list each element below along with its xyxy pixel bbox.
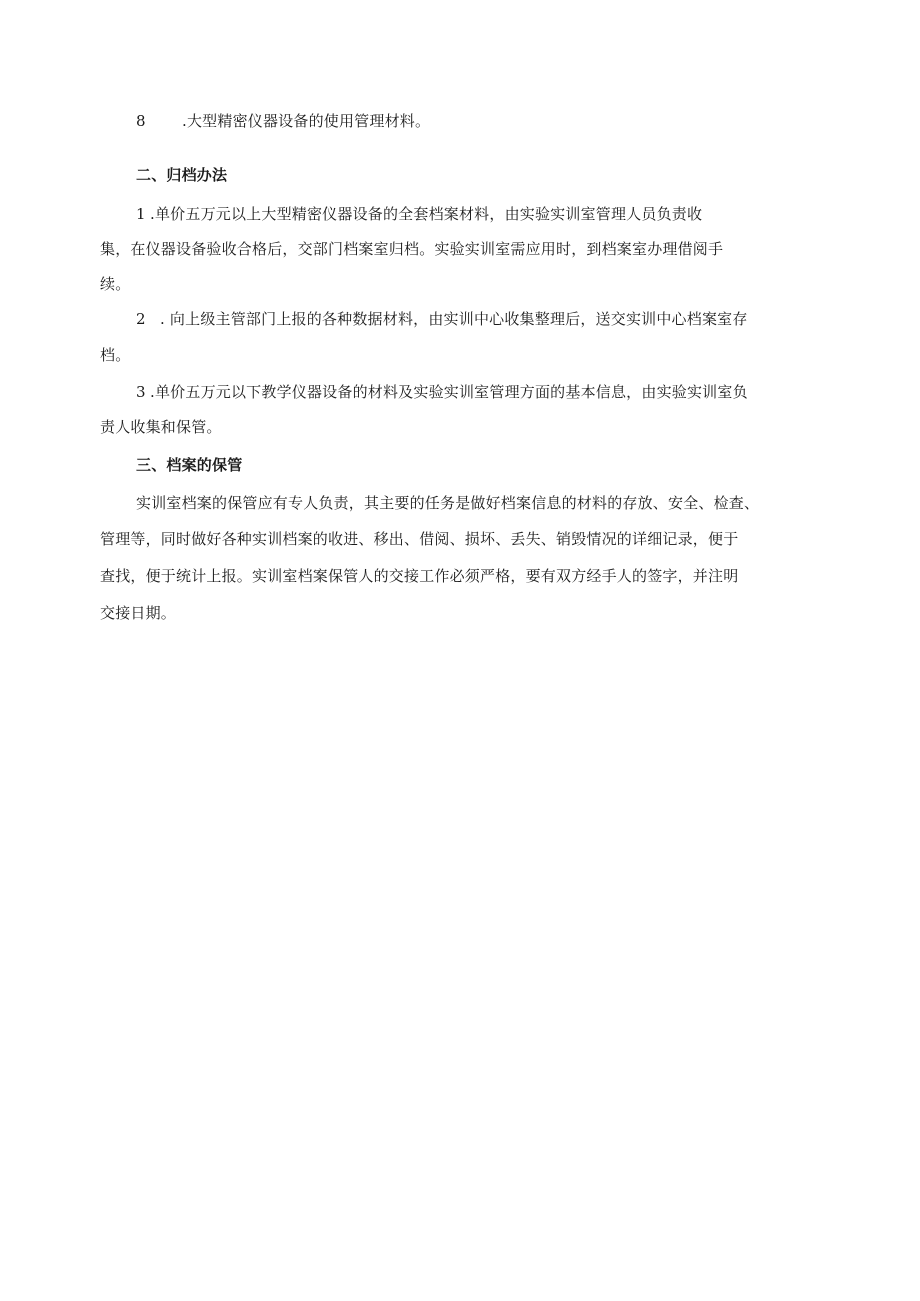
storage-paragraph-line-1: 实训室档案的保管应有专人负责，其主要的任务是做好档案信息的材料的存放、安全、检查、 xyxy=(136,494,760,512)
paragraph-2-line-2: 档。 xyxy=(100,346,131,364)
paragraph-1-line-3: 续。 xyxy=(100,275,131,293)
list-number: 1 xyxy=(136,205,146,223)
paragraph-1-line-1 xyxy=(136,204,702,224)
paragraph-3-line-2: 责人收集和保管。 xyxy=(100,418,222,436)
list-number: 3 xyxy=(136,383,146,401)
list-number: 2 xyxy=(136,310,146,328)
storage-paragraph-line-2: 管理等，同时做好各种实训档案的收进、移出、借阅、损坏、丢失、销毁情况的详细记录，便于 xyxy=(100,530,739,548)
storage-paragraph-line-4: 交接日期。 xyxy=(100,604,177,622)
paragraph-3-line-1 xyxy=(136,382,748,402)
storage-paragraph-line-3: 查找，便于统计上报。实训室档案保管人的交接工作必须严格，要有双方经手人的签字，并注明 xyxy=(100,567,739,585)
paragraph-1-line-2: 集，在仪器设备验收合格后，交部门档案室归档。实验实训室需应用时，到档案室办理借阅手 xyxy=(100,240,724,258)
paragraph-text: . 向上级主管部门上报的各种数据材料，由实训中心收集整理后，送交实训中心档案室存 xyxy=(160,310,748,328)
list-text: .大型精密仪器设备的使用管理材料。 xyxy=(182,112,431,130)
paragraph-text: .单价五万元以上大型精密仪器设备的全套档案材料，由实验实训室管理人员负责收 xyxy=(150,205,703,223)
list-number: 8 xyxy=(136,112,146,130)
section-heading-archiving: 二、归档办法 xyxy=(136,166,228,184)
paragraph-text: .单价五万元以下教学仪器设备的材料及实验实训室管理方面的基本信息，由实验实训室负 xyxy=(150,383,748,401)
section-heading-storage: 三、档案的保管 xyxy=(136,456,243,474)
paragraph-2-line-1 xyxy=(136,309,748,329)
list-item-8 xyxy=(136,111,430,131)
